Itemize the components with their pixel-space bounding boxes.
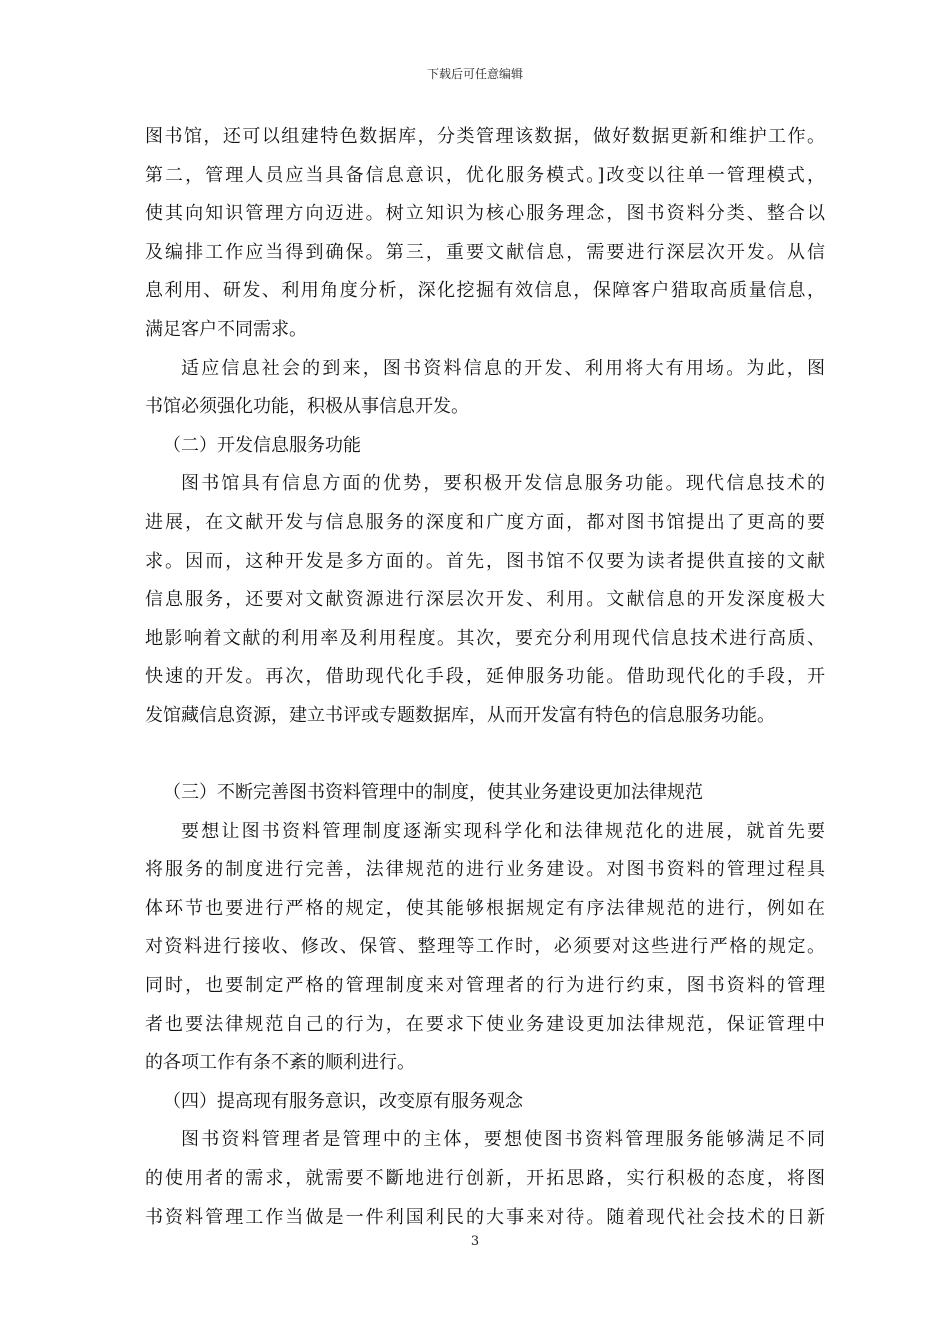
text-line: 要想让图书资料管理制度逐渐实现科学化和法律规范化的进展，就首先要	[181, 820, 825, 842]
text-line: 进展，在文献开发与信息服务的深度和广度方面，都对图书馆提出了更高的要	[145, 511, 825, 533]
text-line: 快速的开发。再次，借助现代化手段，延伸服务功能。借助现代化的手段，开	[145, 666, 825, 688]
text-line: 的各项工作有条不紊的顺利进行。	[145, 1052, 415, 1074]
text-line: 书资料管理工作当做是一件利国利民的大事来对待。随着现代社会技术的日新	[145, 1206, 825, 1228]
text-line: 体环节也要进行严格的规定，使其能够根据规定有序法律规范的进行，例如在	[145, 897, 825, 919]
text-line: 图书馆具有信息方面的优势，要积极开发信息服务功能。现代信息技术的	[181, 473, 825, 495]
page-header: 下载后可任意编辑	[426, 67, 523, 81]
section-heading: （四）提高现有服务意识，改变原有服务观念	[163, 1090, 523, 1112]
text-line: 图书资料管理者是管理中的主体，要想使图书资料管理服务能够满足不同	[181, 1129, 825, 1151]
text-line: 地影响着文献的利用率及利用程度。其次，要充分利用现代信息技术进行高质、	[145, 627, 825, 649]
text-line: 求。因而，这种开发是多方面的。首先，图书馆不仅要为读者提供直接的文献	[145, 550, 825, 572]
text-line: 信息服务，还要对文献资源进行深层次开发、利用。文献信息的开发深度极大	[145, 589, 825, 611]
text-line: 者也要法律规范自己的行为，在要求下使业务建设更加法律规范，保证管理中	[145, 1013, 825, 1035]
text-line: 使其向知识管理方向迈进。树立知识为核心服务理念，图书资料分类、整合以	[145, 203, 825, 225]
blank-line	[145, 736, 825, 775]
page-number: 3	[470, 1234, 480, 1249]
text-line: 及编排工作应当得到确保。第三，重要文献信息，需要进行深层次开发。从信	[145, 241, 825, 263]
section-heading: （三）不断完善图书资料管理中的制度，使其业务建设更加法律规范	[163, 782, 703, 804]
text-line: 息利用、研发、利用角度分析，深化挖掘有效信息，保障客户猎取高质量信息，	[145, 280, 825, 302]
text-line: 同时，也要制定严格的管理制度来对管理者的行为进行约束，图书资料的管理	[145, 975, 825, 997]
text-line: 满足客户不同需求。	[145, 318, 307, 340]
text-line: 图书馆，还可以组建特色数据库，分类管理该数据，做好数据更新和维护工作。	[145, 126, 825, 147]
text-line: 第二，管理人员应当具备信息意识，优化服务模式。]改变以往单一管理模式，	[145, 164, 825, 186]
text-line: 适应信息社会的到来，图书资料信息的开发、利用将大有用场。为此，图	[181, 357, 825, 379]
text-line: 书馆必须强化功能，积极从事信息开发。	[145, 396, 469, 418]
text-line: 的使用者的需求，就需要不斷地进行创新，开拓思路，实行积极的态度，将图	[145, 1168, 825, 1190]
text-line: 对资料进行接收、修改、保管、整理等工作时，必须要对这些进行严格的规定。	[145, 936, 825, 958]
text-line: 发馆藏信息资源，建立书评或专题数据库，从而开发富有特色的信息服务功能。	[145, 704, 775, 726]
section-heading: （二）开发信息服务功能	[163, 434, 361, 456]
text-line: 将服务的制度进行完善，法律规范的进行业务建设。对图书资料的管理过程具	[145, 859, 825, 881]
document-body	[145, 118, 825, 1237]
